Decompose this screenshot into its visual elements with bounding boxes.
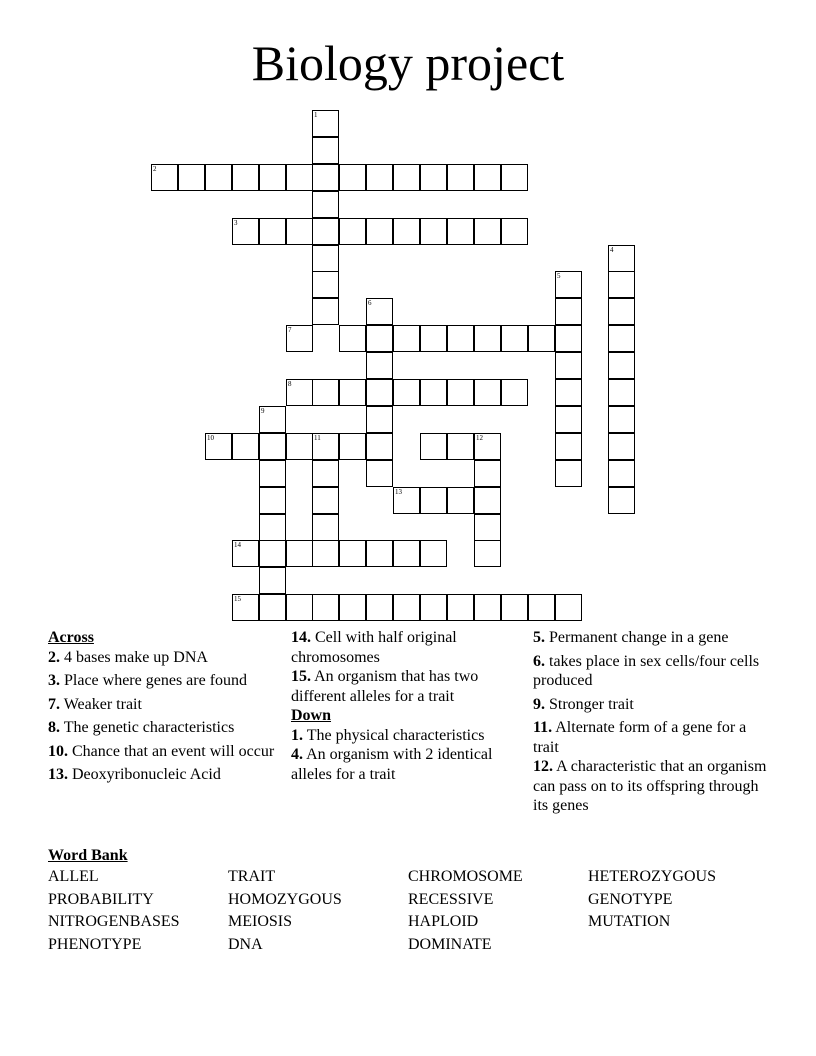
grid-cell[interactable] (528, 594, 555, 621)
grid-cell[interactable] (474, 514, 501, 541)
clue-column-1 (48, 628, 283, 789)
cell-number: 14 (234, 541, 241, 549)
grid-cell[interactable] (312, 137, 339, 164)
grid-cell[interactable] (420, 594, 447, 621)
clue-across-15: 15. An organism that has two different alleles for a trait (291, 668, 479, 705)
grid-cell[interactable] (608, 298, 635, 325)
cell-number: 5 (557, 272, 561, 280)
cell-number: 3 (234, 219, 238, 227)
grid-cell[interactable] (608, 487, 635, 514)
grid-cell[interactable] (366, 218, 393, 245)
grid-cell[interactable] (447, 594, 474, 621)
grid-cell[interactable] (447, 433, 474, 460)
cell-number: 6 (368, 299, 372, 307)
word-bank-item: DNA (228, 935, 263, 953)
grid-cell[interactable] (474, 325, 501, 352)
grid-cell[interactable] (232, 164, 259, 191)
grid-cell[interactable] (312, 540, 339, 567)
word-bank-item: ALLEL (48, 868, 99, 885)
word-bank-item: MEIOSIS (228, 913, 293, 931)
grid-cell[interactable] (259, 218, 286, 245)
grid-cell[interactable] (339, 433, 366, 460)
grid-cell[interactable] (232, 218, 259, 245)
grid-cell[interactable] (420, 325, 447, 352)
grid-cell[interactable] (501, 164, 528, 191)
grid-cell[interactable] (339, 540, 366, 567)
grid-cell[interactable] (474, 218, 501, 245)
clue-down-6: 6. takes place in sex cells/four cells produced (533, 652, 760, 689)
grid-cell[interactable] (608, 245, 635, 272)
grid-cell[interactable] (420, 540, 447, 567)
clue-down-5: 5. Permanent change in a gene (533, 629, 729, 646)
word-bank-item: TRAIT (228, 868, 276, 885)
clue-down-4: 4. An organism with 2 identical alleles for a trait (291, 746, 493, 783)
grid-cell[interactable] (286, 540, 313, 567)
word-bank-item: NITROGENBASES (48, 913, 180, 931)
grid-cell[interactable] (312, 245, 339, 272)
grid-cell[interactable] (339, 325, 366, 352)
grid-cell[interactable] (286, 218, 313, 245)
grid-cell[interactable] (474, 594, 501, 621)
word-bank-item: PHENOTYPE (48, 935, 142, 953)
grid-cell[interactable] (339, 379, 366, 406)
down-heading: Down (291, 707, 332, 724)
clues-section (0, 628, 816, 843)
grid-cell[interactable] (286, 164, 313, 191)
grid-cell[interactable] (555, 433, 582, 460)
grid-cell[interactable] (555, 271, 582, 298)
word-bank-list (48, 866, 768, 956)
grid-cell[interactable] (151, 164, 178, 191)
cell-number: 7 (288, 326, 292, 334)
cell-number: 13 (395, 488, 402, 496)
grid-cell[interactable] (420, 433, 447, 460)
grid-cell[interactable] (366, 406, 393, 433)
grid-cell[interactable] (608, 352, 635, 379)
grid-cell[interactable] (555, 325, 582, 352)
grid-cell[interactable] (312, 218, 339, 245)
grid-cell[interactable] (339, 218, 366, 245)
word-bank-item: MUTATION (588, 913, 671, 931)
grid-cell[interactable] (312, 298, 339, 325)
grid-cell[interactable] (501, 325, 528, 352)
grid-cell[interactable] (447, 164, 474, 191)
word-bank-item: PROBABILITY (48, 890, 154, 908)
word-bank-item: HOMOZYGOUS (228, 890, 342, 908)
grid-cell[interactable] (420, 487, 447, 514)
grid-cell[interactable] (447, 325, 474, 352)
grid-cell[interactable] (312, 379, 339, 406)
cell-number: 12 (476, 434, 483, 442)
grid-cell[interactable] (259, 433, 286, 460)
word-bank-item: RECESSIVE (408, 890, 494, 908)
grid-cell[interactable] (555, 298, 582, 325)
grid-cell[interactable] (447, 218, 474, 245)
grid-cell[interactable] (286, 325, 313, 352)
grid-cell[interactable] (232, 433, 259, 460)
grid-cell[interactable] (555, 594, 582, 621)
grid-cell[interactable] (420, 379, 447, 406)
grid-cell[interactable] (393, 164, 420, 191)
grid-cell[interactable] (366, 594, 393, 621)
clue-down-11: 11. Alternate form of a gene for a trait (533, 719, 747, 756)
grid-cell[interactable] (339, 594, 366, 621)
grid-cell[interactable] (420, 164, 447, 191)
grid-cell[interactable] (474, 540, 501, 567)
grid-cell[interactable] (312, 191, 339, 218)
word-bank-item: HAPLOID (408, 913, 479, 931)
grid-cell[interactable] (420, 218, 447, 245)
grid-cell[interactable] (339, 164, 366, 191)
cell-number: 11 (314, 434, 321, 442)
grid-cell[interactable] (312, 164, 339, 191)
word-bank (48, 846, 768, 956)
grid-cell[interactable] (393, 379, 420, 406)
grid-cell[interactable] (608, 433, 635, 460)
grid-cell[interactable] (474, 379, 501, 406)
grid-cell[interactable] (178, 164, 205, 191)
grid-cell[interactable] (286, 379, 313, 406)
grid-cell[interactable] (205, 433, 232, 460)
grid-cell[interactable] (608, 406, 635, 433)
clue-across-8: 8. The genetic characteristics (48, 719, 235, 736)
page-title: Biology project (251, 35, 565, 91)
grid-cell[interactable] (259, 487, 286, 514)
cell-number: 9 (261, 407, 265, 415)
grid-cell[interactable] (312, 594, 339, 621)
grid-cell[interactable] (259, 406, 286, 433)
word-bank-item: HETEROZYGOUS (588, 868, 716, 885)
clue-across-10: 10. Chance that an event will occur (48, 742, 275, 760)
grid-cell[interactable] (608, 379, 635, 406)
clue-across-14: 14. Cell with half original chromosomes (291, 629, 457, 666)
grid-cell[interactable] (608, 325, 635, 352)
grid-cell[interactable] (474, 460, 501, 487)
grid-cell[interactable] (312, 433, 339, 460)
grid-cell[interactable] (259, 540, 286, 567)
grid-cell[interactable] (232, 594, 259, 621)
grid-cell[interactable] (393, 218, 420, 245)
word-bank-item: DOMINATE (408, 935, 492, 953)
grid-cell[interactable] (528, 325, 555, 352)
grid-cell[interactable] (474, 164, 501, 191)
grid-cell[interactable] (366, 164, 393, 191)
grid-cell[interactable] (259, 567, 286, 594)
clue-across-2: 2. 4 bases make up DNA (48, 648, 208, 666)
grid-cell[interactable] (501, 379, 528, 406)
grid-cell[interactable] (447, 487, 474, 514)
clue-column-3 (533, 628, 773, 820)
grid-cell[interactable] (555, 352, 582, 379)
grid-cell[interactable] (366, 298, 393, 325)
grid-cell[interactable] (286, 433, 313, 460)
clue-across-3: 3. Place where genes are found (48, 672, 248, 689)
grid-cell[interactable] (232, 540, 259, 567)
grid-cell[interactable] (608, 460, 635, 487)
grid-cell[interactable] (312, 271, 339, 298)
grid-cell[interactable] (366, 352, 393, 379)
across-heading: Across (48, 629, 94, 646)
grid-cell[interactable] (312, 487, 339, 514)
grid-cell[interactable] (555, 379, 582, 406)
cell-number: 15 (234, 595, 241, 603)
grid-cell[interactable] (608, 271, 635, 298)
grid-cell[interactable] (366, 433, 393, 460)
grid-cell[interactable] (474, 433, 501, 460)
grid-cell[interactable] (393, 487, 420, 514)
grid-cell[interactable] (366, 325, 393, 352)
grid-cell[interactable] (312, 110, 339, 137)
clue-down-12: 12. A characteristic that an organism can pass on to its offspring through its genes (533, 758, 767, 814)
grid-cell[interactable] (366, 540, 393, 567)
grid-cell[interactable] (259, 594, 286, 621)
grid-cell[interactable] (205, 164, 232, 191)
grid-cell[interactable] (393, 325, 420, 352)
clue-across-7: 7. Weaker trait (48, 695, 142, 713)
cell-number: 8 (288, 380, 292, 388)
grid-cell[interactable] (312, 460, 339, 487)
cell-number: 10 (207, 434, 214, 442)
grid-cell[interactable] (286, 594, 313, 621)
clue-down-1: 1. The physical characteristics (291, 726, 485, 744)
grid-cell[interactable] (501, 594, 528, 621)
clue-column-2 (291, 628, 527, 788)
grid-cell[interactable] (312, 514, 339, 541)
grid-cell[interactable] (259, 164, 286, 191)
grid-cell[interactable] (259, 460, 286, 487)
word-bank-item: GENOTYPE (588, 890, 673, 908)
word-bank-heading: Word Bank (48, 847, 128, 864)
grid-cell[interactable] (393, 540, 420, 567)
grid-cell[interactable] (447, 379, 474, 406)
grid-cell[interactable] (366, 379, 393, 406)
cell-number: 4 (610, 246, 614, 254)
grid-cell[interactable] (501, 218, 528, 245)
word-bank-item: CHROMOSOME (408, 868, 523, 885)
grid-cell[interactable] (474, 487, 501, 514)
grid-cell[interactable] (366, 460, 393, 487)
grid-cell[interactable] (555, 460, 582, 487)
grid-cell[interactable] (259, 514, 286, 541)
clue-down-9: 9. Stronger trait (533, 695, 634, 713)
grid-cell[interactable] (555, 406, 582, 433)
clue-across-13: 13. Deoxyribonucleic Acid (48, 766, 221, 783)
grid-cell[interactable] (393, 594, 420, 621)
cell-number: 1 (314, 111, 318, 119)
cell-number: 2 (153, 165, 157, 173)
